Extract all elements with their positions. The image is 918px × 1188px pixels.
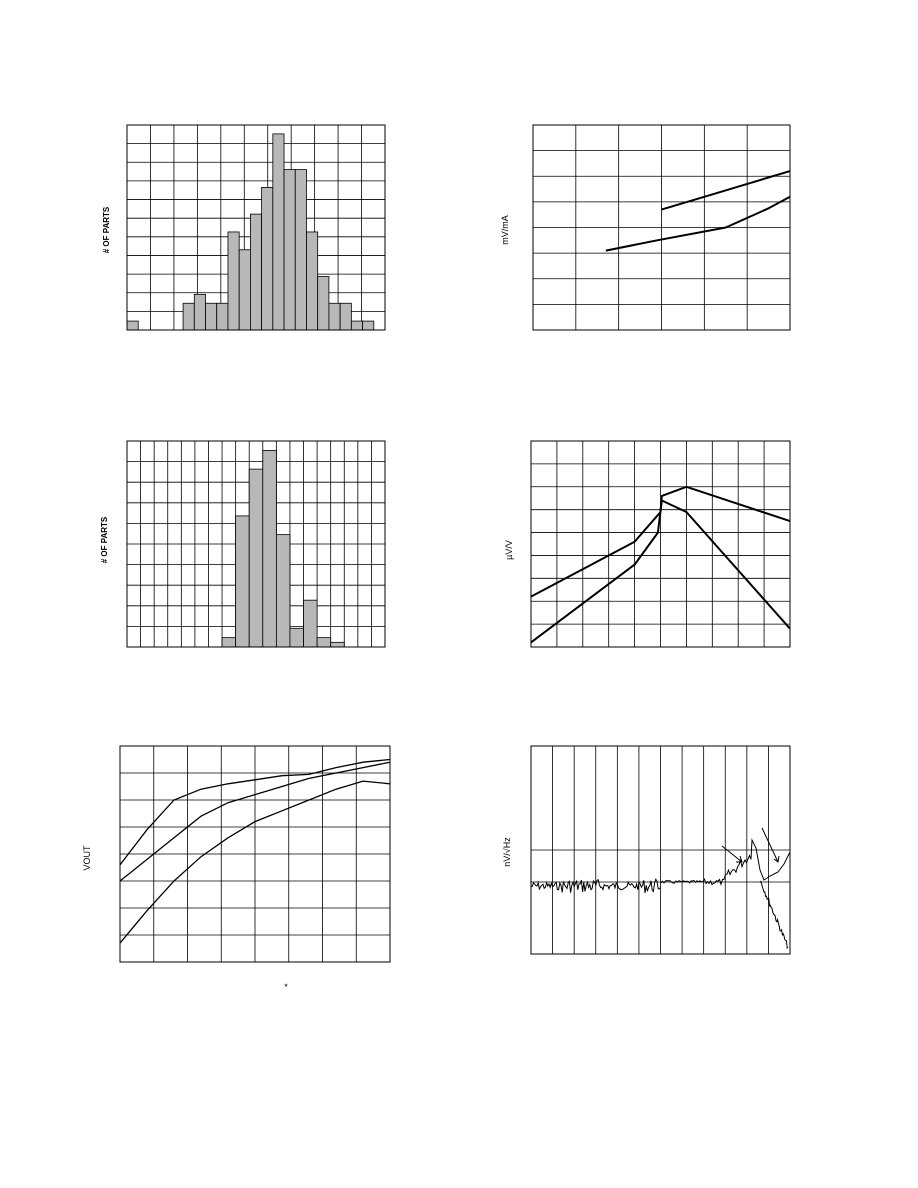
- histogram-bar: [250, 214, 261, 330]
- noise-chart-6: [502, 746, 790, 954]
- y-axis-label: VOUT: [82, 845, 92, 871]
- histogram-bar: [262, 187, 273, 330]
- series-lines: [606, 171, 790, 251]
- histogram-bar: [194, 294, 205, 330]
- histogram-chart-3: [100, 441, 385, 647]
- y-axis-label: µV/V: [504, 540, 514, 560]
- histogram-bar: [228, 232, 239, 330]
- line-chart-2: [500, 125, 790, 330]
- histogram-bar: [363, 321, 374, 330]
- series-line: [662, 171, 791, 210]
- histogram-bar: [351, 321, 362, 330]
- histogram-bar: [239, 250, 250, 330]
- grid: [531, 441, 790, 647]
- histogram-bar: [340, 303, 351, 330]
- histogram-bar: [273, 134, 284, 330]
- grid: [120, 746, 390, 962]
- histogram-bar: [290, 628, 304, 647]
- histogram-bar: [317, 638, 331, 647]
- histogram-bar: [206, 303, 217, 330]
- histogram-bar: [329, 303, 340, 330]
- histogram-bars: [127, 134, 374, 330]
- histogram-bar: [284, 170, 295, 330]
- annotation-arrow: [762, 828, 778, 862]
- histogram-bars: [222, 450, 344, 647]
- histogram-bar: [249, 469, 263, 647]
- histogram-bar: [331, 642, 345, 647]
- histogram-bar: [183, 303, 194, 330]
- y-axis-label: nV/√Hz: [502, 837, 512, 867]
- histogram-bar: [263, 450, 277, 647]
- histogram-bar: [236, 516, 250, 647]
- line-chart-4: [504, 441, 790, 647]
- histogram-bar: [127, 321, 138, 330]
- line-chart-5: [82, 746, 390, 992]
- histogram-bar: [306, 232, 317, 330]
- noise-trace-fall: [760, 881, 788, 948]
- histogram-bar: [318, 277, 329, 330]
- y-axis-label: # OF PARTS: [100, 516, 109, 564]
- histogram-chart-1: [102, 125, 385, 330]
- histogram-bar: [222, 638, 236, 647]
- y-axis-label: # OF PARTS: [102, 206, 111, 254]
- series-line: [606, 197, 790, 251]
- grid: [533, 125, 790, 330]
- figure-mark: *: [284, 982, 288, 992]
- y-axis-label: mV/mA: [500, 215, 510, 245]
- histogram-bar: [276, 535, 290, 647]
- histogram-bar: [295, 170, 306, 330]
- histogram-bar: [217, 303, 228, 330]
- histogram-bar: [304, 600, 318, 647]
